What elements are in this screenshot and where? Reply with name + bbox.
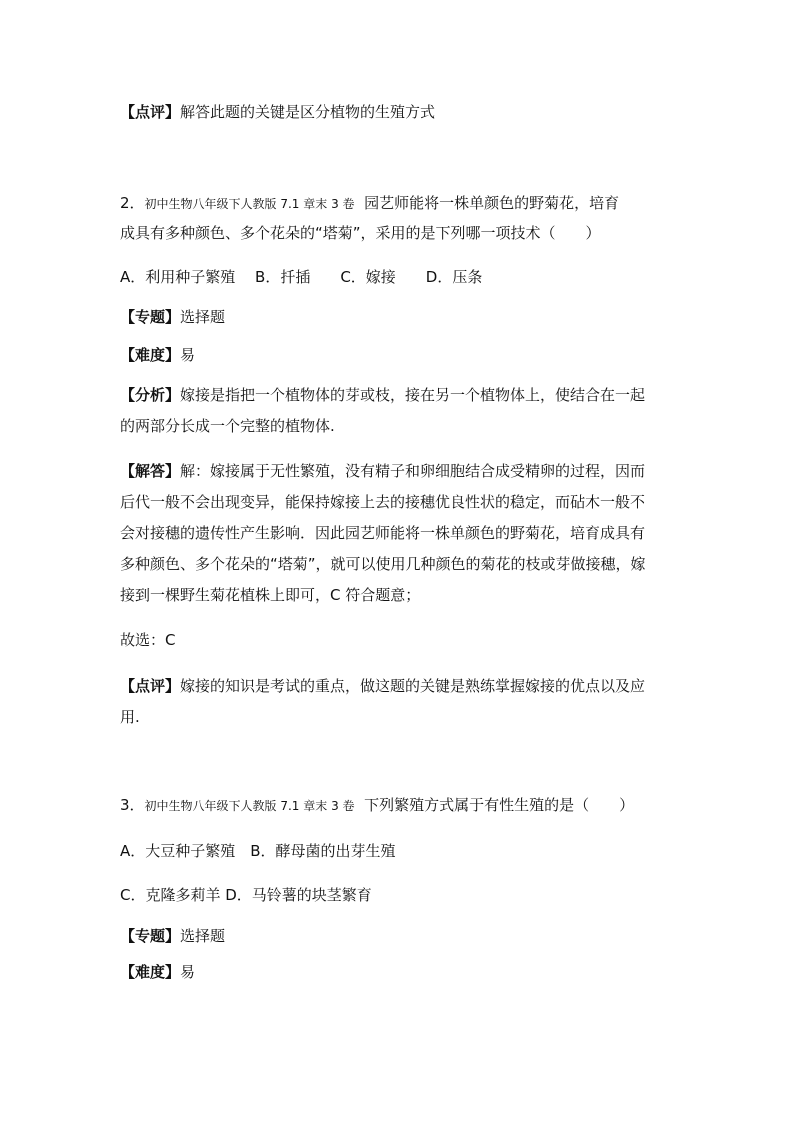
question-2-options: A．利用种子繁殖 B．扦插 C．嫁接 D．压条 <box>120 268 483 286</box>
topic-value: 选择题 <box>180 927 226 945</box>
difficulty-line-3 <box>120 962 195 982</box>
analysis-text: 嫁接是指把一个植物体的芽或枝，接在另一个植物体上，使结合在一起 <box>180 386 646 404</box>
answer-line-5: 接到一棵野生菊花植株上即可，C 符合题意； <box>120 586 421 604</box>
question-source: 初中生物八年级下人教版 7.1 章末 3 卷 <box>144 799 355 813</box>
difficulty-label: 【难度】 <box>120 346 181 364</box>
difficulty-label: 【难度】 <box>120 963 181 981</box>
question-2-stem-cont: 成具有多种颜色、多个花朵的“塔菊”，采用的是下列哪一项技术（ ） <box>120 224 601 242</box>
topic-label: 【专题】 <box>120 308 181 326</box>
answer-line-3: 会对接穗的遗传性产生影响．因此园艺师能将一株单颜色的野菊花，培育成具有 <box>120 524 646 542</box>
review-line-2 <box>120 676 645 696</box>
answer-text: 解：嫁接属于无性繁殖，没有精子和卵细胞结合成受精卵的过程，因而 <box>180 462 646 480</box>
review-label: 【点评】 <box>120 677 181 695</box>
question-3-options-2: C．克隆多莉羊 D．马铃薯的块茎繁育 <box>120 886 372 904</box>
analysis-line <box>120 385 645 405</box>
question-stem: 园艺师能将一株单颜色的野菊花，培育 <box>364 194 620 212</box>
difficulty-value: 易 <box>180 346 196 364</box>
question-stem: 下列繁殖方式属于有性生殖的是（ ） <box>364 796 635 814</box>
topic-line <box>120 307 225 327</box>
answer-line <box>120 461 645 481</box>
question-3-header <box>120 795 634 816</box>
review-text: 解答此题的关键是区分植物的生殖方式 <box>180 103 436 121</box>
review-text: 嫁接的知识是考试的重点，做这题的关键是熟练掌握嫁接的优点以及应 <box>180 677 646 695</box>
analysis-label: 【分析】 <box>120 386 181 404</box>
topic-label: 【专题】 <box>120 927 181 945</box>
answer-label: 【解答】 <box>120 462 181 480</box>
question-2-header <box>120 193 619 214</box>
answer-line-4: 多种颜色、多个花朵的“塔菊”，就可以使用几种颜色的菊花的枝或芽做接穗，嫁 <box>120 555 646 573</box>
question-3-options-1: A．大豆种子繁殖 B．酵母菌的出芽生殖 <box>120 842 396 860</box>
review-line-2-cont: 用. <box>120 708 140 726</box>
difficulty-value: 易 <box>180 963 196 981</box>
difficulty-line <box>120 345 195 365</box>
question-source: 初中生物八年级下人教版 7.1 章末 3 卷 <box>144 197 355 211</box>
topic-value: 选择题 <box>180 308 226 326</box>
choice-line: 故选：C <box>120 631 176 649</box>
answer-line-2: 后代一般不会出现变异，能保持嫁接上去的接穗优良性状的稳定，而砧木一般不 <box>120 493 646 511</box>
question-number: 3． <box>120 796 145 814</box>
question-number: 2． <box>120 194 145 212</box>
analysis-line-2: 的两部分长成一个完整的植物体. <box>120 417 335 435</box>
review-line <box>120 102 435 122</box>
topic-line-3 <box>120 926 225 946</box>
review-label: 【点评】 <box>120 103 181 121</box>
